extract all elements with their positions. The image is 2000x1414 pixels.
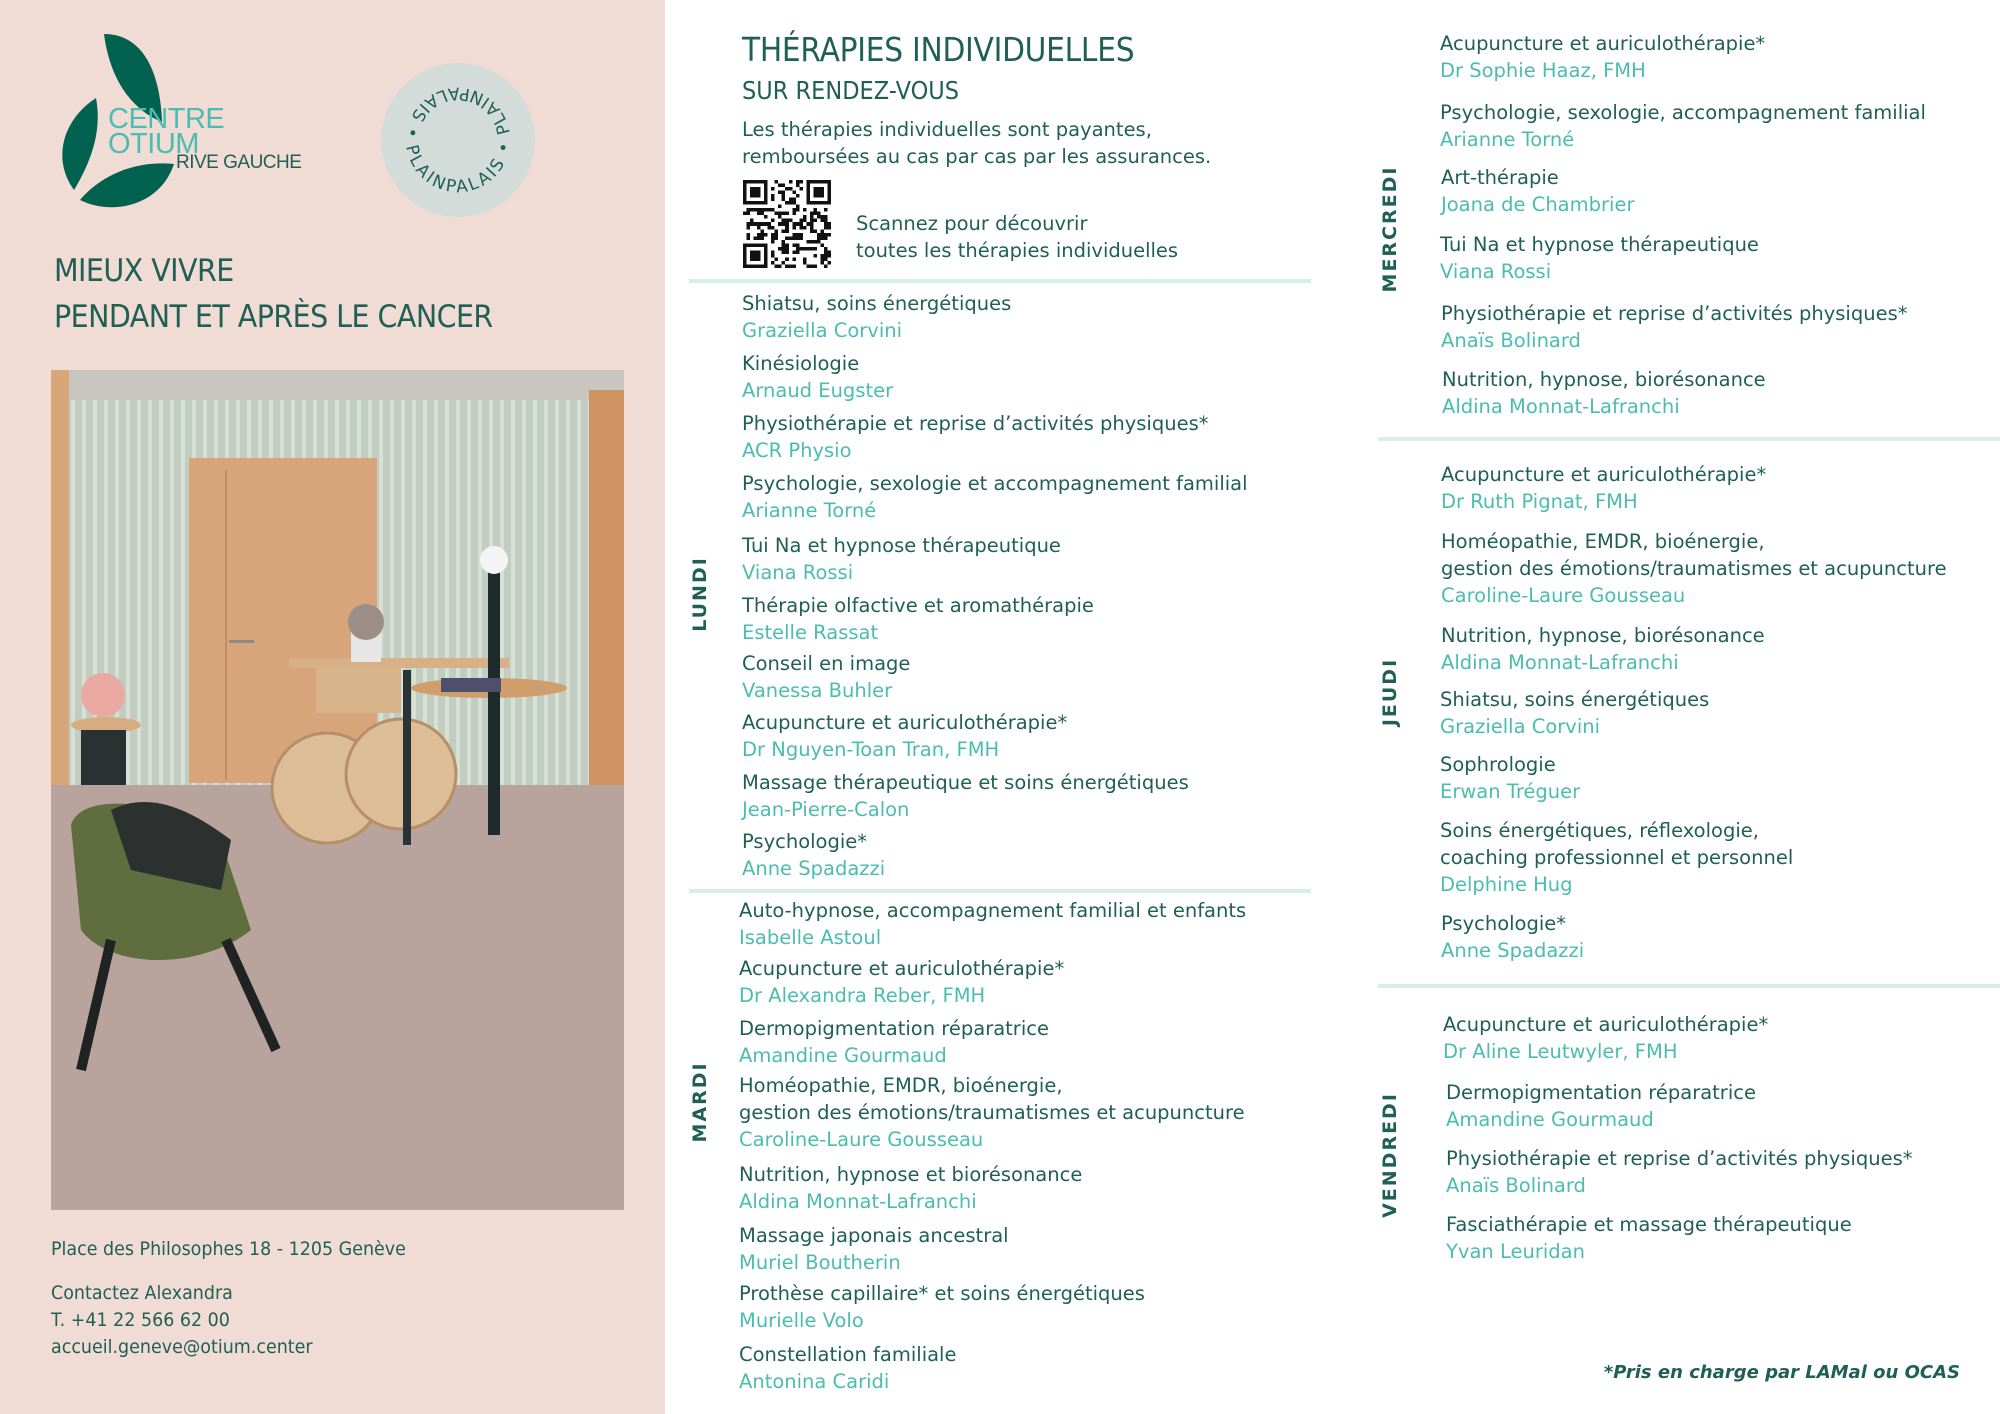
- therapy-title: Physiothérapie et reprise d’activités physiques*: [1441, 302, 1908, 325]
- therapist-name: Anaïs Bolinard: [1441, 329, 1581, 352]
- therapist-name: Caroline-Laure Gousseau: [1441, 584, 1686, 607]
- therapist-name: Arianne Torné: [742, 499, 877, 522]
- therapy-title: Constellation familiale: [739, 1343, 957, 1366]
- therapy-title: Psychologie*: [742, 830, 868, 853]
- therapy-title: Nutrition, hypnose, biorésonance: [1441, 624, 1765, 647]
- location-badge-icon: [380, 62, 536, 218]
- therapist-name: Muriel Boutherin: [739, 1251, 901, 1274]
- therapy-title: Dermopigmentation réparatrice: [739, 1017, 1049, 1040]
- therapist-name: ACR Physio: [742, 439, 852, 462]
- waiting-room-photo: [51, 370, 624, 1210]
- therapist-name: Delphine Hug: [1440, 873, 1573, 896]
- logo-line-rive-gauche: RIVE GAUCHE: [176, 152, 302, 173]
- therapy-title-line-2: gestion des émotions/traumatismes et acupuncture: [739, 1101, 1245, 1124]
- therapy-title: Conseil en image: [742, 652, 911, 675]
- therapist-name: Viana Rossi: [742, 561, 854, 584]
- therapy-item: [739, 955, 1064, 1009]
- therapy-title: Auto-hypnose, accompagnement familial et enfants: [739, 899, 1247, 922]
- therapy-title: Homéopathie, EMDR, bioénergie,: [739, 1074, 1063, 1097]
- therapy-title: Fasciathérapie et massage thérapeutique: [1446, 1213, 1852, 1236]
- therapist-name: Erwan Tréguer: [1440, 780, 1581, 803]
- centre-otium-logo: [52, 30, 312, 210]
- tagline-line-2: PENDANT ET APRÈS LE CANCER: [54, 299, 493, 335]
- therapy-item: [742, 532, 1061, 586]
- therapy-title: Tui Na et hypnose thérapeutique: [742, 534, 1061, 557]
- therapy-item: [739, 1015, 1049, 1069]
- footnote: *Pris en charge par LAMal ou OCAS: [1603, 1362, 1960, 1383]
- therapy-item: [1442, 366, 1766, 420]
- therapy-item: [1441, 528, 1947, 609]
- email-address[interactable]: accueil.geneve@otium.center: [51, 1336, 313, 1358]
- therapy-title: Dermopigmentation réparatrice: [1446, 1081, 1756, 1104]
- therapist-name: Vanessa Buhler: [742, 679, 893, 702]
- day-label-lundi: LUNDI: [689, 556, 711, 632]
- therapy-title: Acupuncture et auriculothérapie*: [739, 957, 1065, 980]
- therapy-item: [1440, 30, 1765, 84]
- qr-caption-line-2: toutes les thérapies individuelles: [856, 239, 1179, 262]
- therapy-title: Kinésiologie: [742, 352, 860, 375]
- therapy-title: Sophrologie: [1440, 753, 1556, 776]
- left-panel: [0, 0, 665, 1414]
- tagline: [54, 248, 493, 340]
- therapy-item: [742, 592, 1094, 646]
- separator-lundi-top: [689, 279, 1311, 283]
- therapy-item: [1440, 686, 1709, 740]
- therapy-item: [1440, 99, 1926, 153]
- therapist-name: Yvan Leuridan: [1446, 1240, 1585, 1263]
- therapy-title-line-2: gestion des émotions/traumatismes et acupuncture: [1441, 557, 1947, 580]
- therapist-name: Aldina Monnat-Lafranchi: [1442, 395, 1680, 418]
- therapy-title: Nutrition, hypnose et biorésonance: [739, 1163, 1083, 1186]
- therapist-name: Dr Sophie Haaz, FMH: [1440, 59, 1646, 82]
- therapy-title: Psychologie*: [1441, 912, 1567, 935]
- therapy-item: [1441, 910, 1584, 964]
- therapist-name: Amandine Gourmaud: [1446, 1108, 1654, 1131]
- logo-line-otium: OTIUM: [108, 128, 199, 160]
- logo-line-centre: CENTRE: [108, 103, 225, 135]
- day-label-vendredi: VENDREDI: [1379, 1092, 1401, 1218]
- therapy-title: Acupuncture et auriculothérapie*: [1443, 1013, 1769, 1036]
- intro-line-2: remboursées au cas par cas par les assurances.: [742, 145, 1212, 168]
- therapy-title: Massage thérapeutique et soins énergétiques: [742, 771, 1189, 794]
- therapy-item: [1443, 1011, 1768, 1065]
- badge-text: PLAINPALAIS • PLAINPALAIS •: [400, 82, 516, 198]
- therapy-item: [742, 410, 1209, 464]
- therapy-item: [1441, 300, 1908, 354]
- therapy-title: Shiatsu, soins énergétiques: [742, 292, 1012, 315]
- therapy-item: [742, 769, 1189, 823]
- therapist-name: Dr Aline Leutwyler, FMH: [1443, 1040, 1678, 1063]
- therapy-item: [1440, 751, 1580, 805]
- therapist-name: Dr Alexandra Reber, FMH: [739, 984, 986, 1007]
- therapy-item: [1440, 231, 1759, 285]
- therapy-item: [1446, 1211, 1852, 1265]
- therapist-name: Graziella Corvini: [742, 319, 903, 342]
- therapy-title: Psychologie, sexologie et accompagnement familial: [742, 472, 1248, 495]
- therapist-name: Jean-Pierre-Calon: [742, 798, 910, 821]
- day-label-mardi: MARDI: [689, 1061, 711, 1143]
- therapist-name: Caroline-Laure Gousseau: [739, 1128, 984, 1151]
- intro-text: [742, 116, 1211, 170]
- therapy-item: [742, 470, 1248, 524]
- page-title: THÉRAPIES INDIVIDUELLES: [742, 30, 1135, 69]
- therapy-title: Tui Na et hypnose thérapeutique: [1440, 233, 1759, 256]
- address: Place des Philosophes 18 - 1205 Genève: [51, 1238, 406, 1260]
- therapy-item: [739, 1161, 1082, 1215]
- therapist-name: Anaïs Bolinard: [1446, 1174, 1586, 1197]
- therapy-item: [739, 1072, 1245, 1153]
- therapy-title: Soins énergétiques, réflexologie,: [1440, 819, 1759, 842]
- therapist-name: Antonina Caridi: [739, 1370, 890, 1393]
- therapy-item: [739, 1222, 1009, 1276]
- qr-caption-line-1: Scannez pour découvrir: [856, 212, 1088, 235]
- therapy-title-line-2: coaching professionnel et personnel: [1440, 846, 1794, 869]
- therapy-item: [1446, 1145, 1913, 1199]
- separator-jeudi-top: [1378, 437, 2000, 441]
- therapist-name: Viana Rossi: [1440, 260, 1552, 283]
- therapy-item: [739, 1280, 1145, 1334]
- therapy-title: Nutrition, hypnose, biorésonance: [1442, 368, 1766, 391]
- therapy-title: Psychologie, sexologie, accompagnement familial: [1440, 101, 1926, 124]
- therapy-title: Acupuncture et auriculothérapie*: [742, 711, 1068, 734]
- therapist-name: Anne Spadazzi: [742, 857, 886, 880]
- therapy-title: Thérapie olfactive et aromathérapie: [742, 594, 1094, 617]
- therapist-name: Isabelle Astoul: [739, 926, 882, 949]
- separator-mardi-top: [689, 889, 1311, 893]
- therapist-name: Joana de Chambrier: [1441, 193, 1635, 216]
- therapist-name: Murielle Volo: [739, 1309, 864, 1332]
- therapist-name: Estelle Rassat: [742, 621, 879, 644]
- therapy-title: Shiatsu, soins énergétiques: [1440, 688, 1710, 711]
- therapy-item: [742, 709, 1067, 763]
- therapy-item: [1441, 461, 1766, 515]
- qr-caption: [856, 210, 1178, 264]
- photo-illustration: [51, 370, 624, 1210]
- therapist-name: Aldina Monnat-Lafranchi: [1441, 651, 1679, 674]
- contact-block: [51, 1280, 313, 1361]
- therapy-title: Physiothérapie et reprise d’activités physiques*: [1446, 1147, 1913, 1170]
- therapy-item: [1441, 164, 1634, 218]
- day-label-jeudi: JEUDI: [1379, 657, 1401, 727]
- therapy-item: [1446, 1079, 1756, 1133]
- day-label-mercredi: MERCREDI: [1379, 165, 1401, 293]
- therapy-title: Physiothérapie et reprise d’activités physiques*: [742, 412, 1209, 435]
- therapist-name: Aldina Monnat-Lafranchi: [739, 1190, 977, 1213]
- therapy-title: Massage japonais ancestral: [739, 1224, 1009, 1247]
- therapy-title: Art-thérapie: [1441, 166, 1559, 189]
- therapy-item: [1440, 817, 1793, 898]
- therapy-item: [742, 828, 885, 882]
- therapist-name: Anne Spadazzi: [1441, 939, 1585, 962]
- therapist-name: Arnaud Eugster: [742, 379, 894, 402]
- therapy-item: [742, 350, 893, 404]
- therapy-item: [742, 650, 910, 704]
- qr-code-icon[interactable]: [743, 180, 831, 268]
- therapist-name: Arianne Torné: [1440, 128, 1575, 151]
- therapy-title: Prothèse capillaire* et soins énergétiques: [739, 1282, 1145, 1305]
- contact-person: Contactez Alexandra: [51, 1282, 233, 1304]
- separator-vendredi-top: [1378, 984, 2000, 988]
- page-subtitle: SUR RENDEZ-VOUS: [742, 76, 960, 105]
- tagline-line-1: MIEUX VIVRE: [54, 253, 234, 289]
- therapist-name: Dr Nguyen-Toan Tran, FMH: [742, 738, 1000, 761]
- therapist-name: Graziella Corvini: [1440, 715, 1601, 738]
- therapist-name: Dr Ruth Pignat, FMH: [1441, 490, 1638, 513]
- therapy-item: [739, 897, 1246, 951]
- therapy-title: Homéopathie, EMDR, bioénergie,: [1441, 530, 1765, 553]
- therapy-title: Acupuncture et auriculothérapie*: [1440, 32, 1766, 55]
- therapy-item: [742, 290, 1011, 344]
- therapist-name: Amandine Gourmaud: [739, 1044, 947, 1067]
- therapy-item: [739, 1341, 956, 1395]
- phone-number[interactable]: T. +41 22 566 62 00: [51, 1309, 230, 1331]
- therapy-title: Acupuncture et auriculothérapie*: [1441, 463, 1767, 486]
- intro-line-1: Les thérapies individuelles sont payantes,: [742, 118, 1152, 141]
- therapy-item: [1441, 622, 1765, 676]
